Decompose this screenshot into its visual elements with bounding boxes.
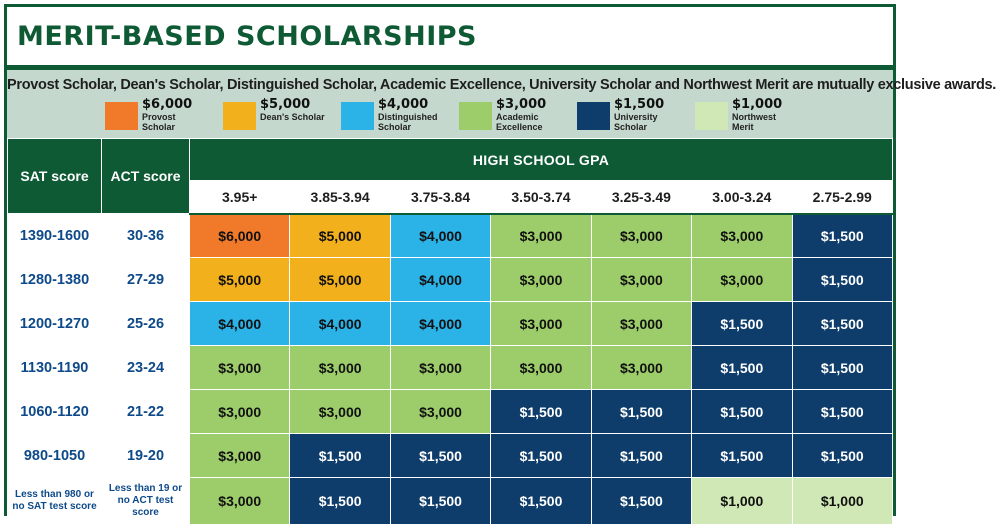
legend-name: Academic Excellence [496,112,543,132]
award-cell: $1,500 [591,434,691,478]
exclusivity-note: Provost Scholar, Dean's Scholar, Distinguished Scholar, Academic Excellence, University Scholar and Northwest Merit are mutually exclusive awards. [7,77,996,93]
award-cell: $3,000 [390,346,490,390]
legend-item-northwest-merit [695,98,796,132]
act-range: 27-29 [102,258,190,302]
sat-range: 1280-1380 [8,258,102,302]
legend-amount: $5,000 [260,97,311,112]
award-cell: $1,500 [792,258,892,302]
award-cell: $3,000 [190,346,290,390]
award-cell: $1,500 [491,390,591,434]
table-row [8,346,893,390]
award-cell: $3,000 [390,390,490,434]
award-cell: $4,000 [290,302,390,346]
award-cell: $1,500 [792,214,892,258]
award-cell: $5,000 [290,258,390,302]
legend-panel [7,70,996,138]
award-cell: $3,000 [190,390,290,434]
legend-name: Dean's Scholar [260,112,325,122]
legend-amount: $6,000 [142,97,193,112]
sat-range: 1390-1600 [8,214,102,258]
legend-swatch [223,102,256,130]
table-row [8,434,893,478]
legend-amount: $1,000 [732,97,783,112]
page-title: MERIT-BASED SCHOLARSHIPS [17,20,478,52]
sat-header: SAT score [8,139,102,214]
award-cell: $4,000 [190,302,290,346]
award-cell: $3,000 [290,390,390,434]
legend-name: Northwest Merit [732,112,777,132]
award-cell: $3,000 [591,258,691,302]
act-range: 25-26 [102,302,190,346]
award-cell: $5,000 [190,258,290,302]
award-cell: $3,000 [491,258,591,302]
act-range: 23-24 [102,346,190,390]
gpa-column-header: 3.85-3.94 [290,181,390,214]
award-cell: $3,000 [692,214,792,258]
legend-amount: $4,000 [378,97,429,112]
legend-item-provost [105,98,206,132]
gpa-column-header: 3.00-3.24 [692,181,792,214]
award-cell: $6,000 [190,214,290,258]
award-cell: $1,500 [792,302,892,346]
award-cell: $4,000 [390,258,490,302]
legend-swatch [695,102,728,130]
award-cell: $1,500 [792,346,892,390]
award-cell: $1,500 [692,390,792,434]
award-cell: $1,500 [692,346,792,390]
award-cell: $1,500 [792,390,892,434]
legend-item-university [577,98,678,132]
sat-range: 1200-1270 [8,302,102,346]
award-cell: $1,500 [491,434,591,478]
legend-amount: $1,500 [614,97,665,112]
table-row [8,214,893,258]
legend-amount: $3,000 [496,97,547,112]
award-cell: $1,500 [290,478,390,525]
gpa-column-header: 3.75-3.84 [390,181,490,214]
gpa-column-header: 3.25-3.49 [591,181,691,214]
award-cell: $1,000 [792,478,892,525]
award-cell: $3,000 [491,346,591,390]
award-cell: $1,500 [591,390,691,434]
scholarship-table [7,138,893,525]
legend-swatch [459,102,492,130]
act-range: 19-20 [102,434,190,478]
legend-item-academic-excellence [459,98,560,132]
award-cell: $5,000 [290,214,390,258]
gpa-column-header: 3.95+ [190,181,290,214]
sat-range: 1060-1120 [8,390,102,434]
legend-name: University Scholar [614,112,658,132]
award-legend [7,98,893,132]
award-cell: $1,500 [390,478,490,525]
award-cell: $3,000 [190,434,290,478]
award-cell: $1,500 [491,478,591,525]
table-body [8,214,893,525]
award-cell: $3,000 [190,478,290,525]
award-cell: $4,000 [390,302,490,346]
legend-item-deans [223,98,324,132]
act-range: 30-36 [102,214,190,258]
award-cell: $1,500 [290,434,390,478]
legend-swatch [105,102,138,130]
award-cell: $1,500 [390,434,490,478]
award-cell: $1,500 [591,478,691,525]
award-cell: $1,500 [792,434,892,478]
act-range: Less than 19 or no ACT test score [102,478,190,525]
act-range: 21-22 [102,390,190,434]
award-cell: $3,000 [692,258,792,302]
award-cell: $1,500 [692,434,792,478]
award-cell: $3,000 [591,346,691,390]
sat-range: 1130-1190 [8,346,102,390]
award-cell: $1,000 [692,478,792,525]
award-cell: $4,000 [390,214,490,258]
table-row [8,302,893,346]
sat-range: Less than 980 or no SAT test score [8,478,102,525]
legend-item-distinguished [341,98,442,132]
table-row [8,258,893,302]
gpa-header: HIGH SCHOOL GPA [190,139,893,181]
gpa-column-header: 2.75-2.99 [792,181,892,214]
table-row [8,478,893,525]
sat-range: 980-1050 [8,434,102,478]
legend-swatch [577,102,610,130]
act-header: ACT score [102,139,190,214]
gpa-column-header: 3.50-3.74 [491,181,591,214]
award-cell: $1,500 [692,302,792,346]
table-row [8,390,893,434]
legend-name: Provost Scholar [142,112,176,132]
award-cell: $3,000 [591,302,691,346]
award-cell: $3,000 [591,214,691,258]
legend-name: Distinguished Scholar [378,112,438,132]
award-cell: $3,000 [290,346,390,390]
award-cell: $3,000 [491,302,591,346]
legend-swatch [341,102,374,130]
award-cell: $3,000 [491,214,591,258]
scholarship-chart [4,4,996,518]
